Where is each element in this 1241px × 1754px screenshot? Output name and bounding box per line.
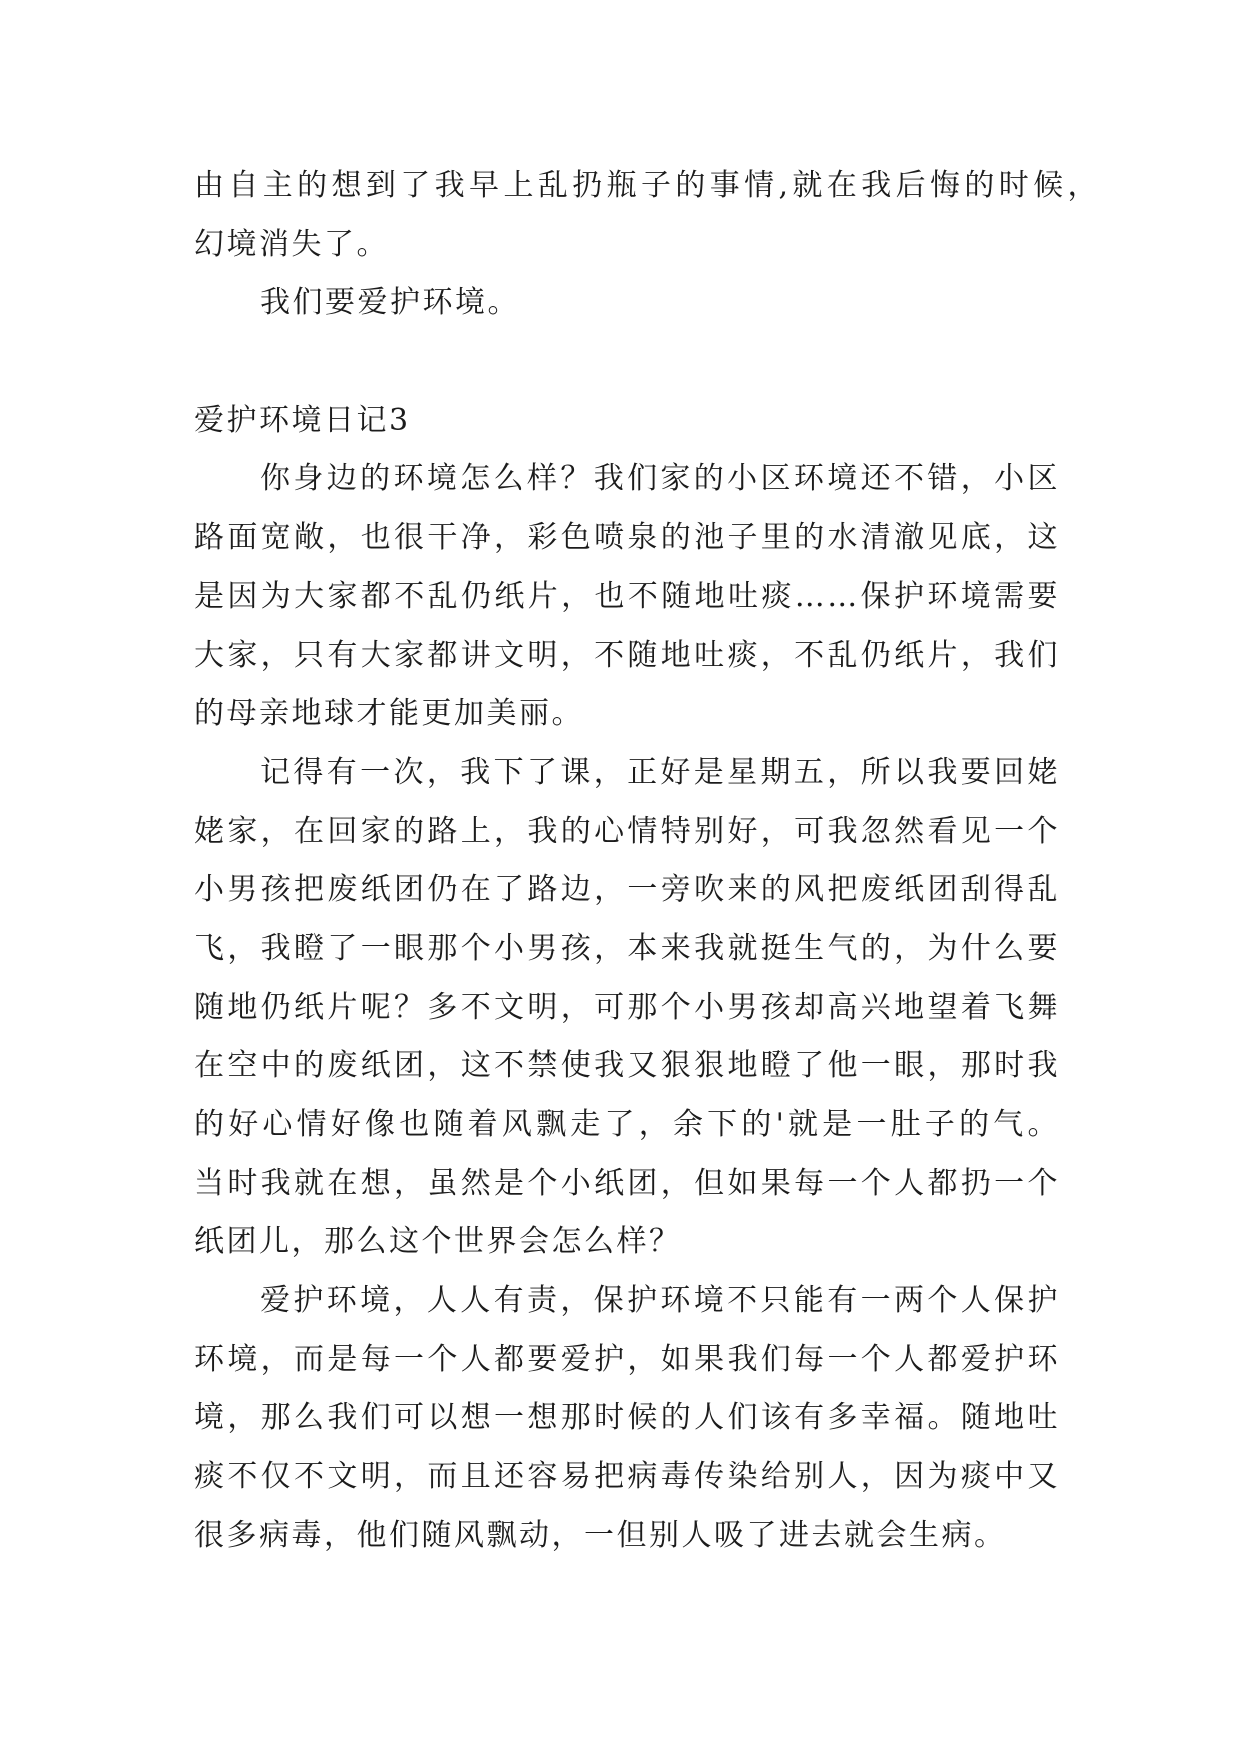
- text-line: 记得有一次，我下了课，正好是星期五，所以我要回姥: [260, 754, 1060, 790]
- text-line: 大家，只有大家都讲文明，不随地吐痰，不乱仍纸片，我们: [194, 637, 1060, 673]
- text-line: 境，那么我们可以想一想那时候的人们该有多幸福。随地吐: [194, 1400, 1060, 1436]
- text-line: 你身边的环境怎么样？我们家的小区环境还不错，小区: [260, 461, 1060, 497]
- paragraph: [194, 1272, 1060, 1565]
- text-line: 幻境消失了。: [194, 226, 389, 262]
- text-line: 纸团儿，那么这个世界会怎么样？: [194, 1224, 682, 1260]
- text-line: 爱护环境，人人有责，保护环境不只能有一两个人保护: [260, 1283, 1060, 1319]
- text-line: 的好心情好像也随着风飘走了，余下的'就是一肚子的气。: [194, 1107, 1060, 1142]
- text-line: 路面宽敞，也很干净，彩色喷泉的池子里的水清澈见底，这: [194, 520, 1060, 556]
- text-line: 在空中的废纸团，这不禁使我又狠狠地瞪了他一眼，那时我: [194, 1048, 1060, 1084]
- paragraph-continued: [194, 157, 1100, 274]
- text-line: 当时我就在想，虽然是个小纸团，但如果每一个人都扔一个: [194, 1165, 1060, 1201]
- paragraph-closing: [194, 274, 1060, 333]
- blank-line: [194, 333, 1060, 392]
- text-line: 飞，我瞪了一眼那个小男孩，本来我就挺生气的，为什么要: [194, 930, 1060, 966]
- text-line: 姥家，在回家的路上，我的心情特别好，可我忽然看见一个: [194, 813, 1060, 849]
- text-line: 随地仍纸片呢？多不文明，可那个小男孩却高兴地望着飞舞: [194, 989, 1060, 1025]
- paragraph: [194, 744, 1060, 1272]
- document-body: [194, 157, 1100, 1566]
- text-line: 我们要爱护环境。: [260, 285, 520, 321]
- section-heading: 爱护环境日记3: [194, 402, 411, 438]
- text-line: 是因为大家都不乱仍纸片，也不随地吐痰……保护环境需要: [194, 578, 1060, 614]
- text-line: 的母亲地球才能更加美丽。: [194, 696, 584, 732]
- text-line: 小男孩把废纸团仍在了路边，一旁吹来的风把废纸团刮得乱: [194, 872, 1060, 908]
- text-line: 环境，而是每一个人都要爱护，如果我们每一个人都爱护环: [194, 1341, 1060, 1377]
- text-line: 由自主的想到了我早上乱扔瓶子的事情,就在我后悔的时候，: [194, 168, 1100, 203]
- text-line: 很多病毒，他们随风飘动，一但别人吸了进去就会生病。: [194, 1517, 1007, 1553]
- text-line: 痰不仅不文明，而且还容易把病毒传染给别人，因为痰中又: [194, 1459, 1060, 1495]
- paragraph: [194, 450, 1060, 743]
